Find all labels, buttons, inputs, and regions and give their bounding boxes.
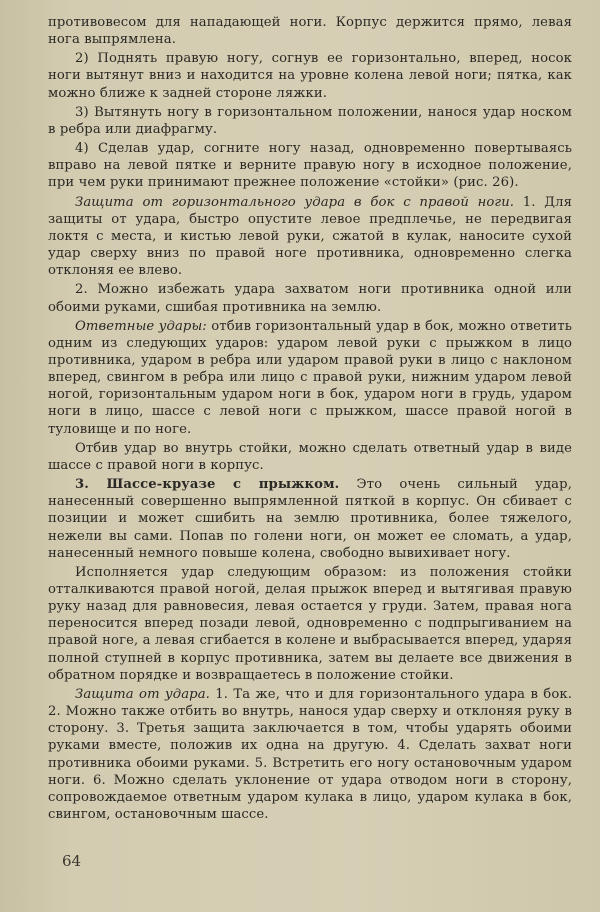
paragraph: Отбив удар во внутрь стойки, можно сделать ответный удар в виде шассе с правой ноги в корпус. [48,440,572,473]
paragraph: 3) Вытянуть ногу в горизонтальном положении, нанося удар носком в ребра или диафрагму. [48,104,572,137]
paragraph: 3. Шассе-круазе с прыжком. Это очень сильный удар, нанесенный совершенно выпрямленной пяткой в корпус. Он сбивает с позиции и может сшибить на землю противника, более тяжелого, нежели вы сами. Попав по голени ноги, он может ее сломать, а удар, нанесенный немного повыше колена, свободно вывихивает ногу. [48,477,572,561]
paragraph: противовесом для нападающей ноги. Корпус держится прямо, левая нога выпрямлена. [48,15,572,48]
paragraph: Ответные удары: отбив горизонтальный удар в бок, можно ответить одним из следующих ударов: ударом левой руки с прыжком в лицо противника, ударом в ребра или ударом правой руки в лицо с наклоном вперед, свингом в ребра или лицо с правой руки, нижним ударом левой ногой, горизонтальным ударом ноги в бок, ударом ноги в грудь, ударом ноги в лицо, шассе с левой ноги с прыжком, шассе правой ногой в туловище и по ноге. [48,318,572,437]
paragraph-lead: Ответные удары: [75,318,207,334]
paragraph: 2. Можно избежать удара захватом ноги противника одной или обоими руками, сшибая противника на землю. [48,282,572,315]
paragraph: Защита от удара. 1. Та же, что и для горизонтального удара в бок. 2. Можно также отбить во внутрь, нанося удар сверху и отклоняя руку в сторону. 3. Третья защита заключается в том, чтобы ударять обоими руками вместе, положив их одна на другую. 4. Сделать захват ноги противника обоими руками. 5. Встретить его ногу остановочным ударом ноги. 6. Можно сделать уклонение от удара отводом ноги в сторону, сопровождаемое ответным ударом кулака в лицо, ударом кулака в бок, свингом, остановочным шассе. [48,686,572,823]
paragraph-lead: Защита от удара. [75,686,210,702]
page-number: 64 [62,852,82,870]
paragraph: 4) Сделав удар, согните ногу назад, одновременно повертываясь вправо на левой пятке и верните правую ногу в исходное положение, при чем руки принимают прежнее положение «стойки» (рис. 26). [48,141,572,191]
section-heading: 3. Шассе-круазе с прыжком. [75,477,340,493]
page-body [48,14,572,825]
paragraph: Защита от горизонтального удара в бок с правой ноги. 1. Для защиты от удара, быстро опустите левое предплечье, не передвигая локтя с места, и кистью левой руки, сжатой в кулак, наносите сухой удар сверху вниз по правой ноге противника, одновременно слегка отклоняя ее влево. [48,194,572,279]
paragraph: Исполняется удар следующим образом: из положения стойки отталкиваются правой ногой, делая прыжок вперед и вытягивая правую руку назад для равновесия, левая остается у груди. Затем, правая нога переносится вперед позади левой, одновременно с подпрыгиванием на правой ноге, а левая сгибается в колене и выбрасывается вперед, ударяя полной ступней в корпус противника, затем вы делаете все движения в обратном порядке и возвращаетесь в положение стойки. [48,564,572,683]
paragraph-lead: Защита от горизонтального удара в бок с правой ноги. [75,194,515,210]
paragraph: 2) Поднять правую ногу, согнув ее горизонтально, вперед, носок ноги вытянут вниз и находится на уровне колена левой ноги; пятка, как можно ближе к задней стороне ляжки. [48,51,572,101]
